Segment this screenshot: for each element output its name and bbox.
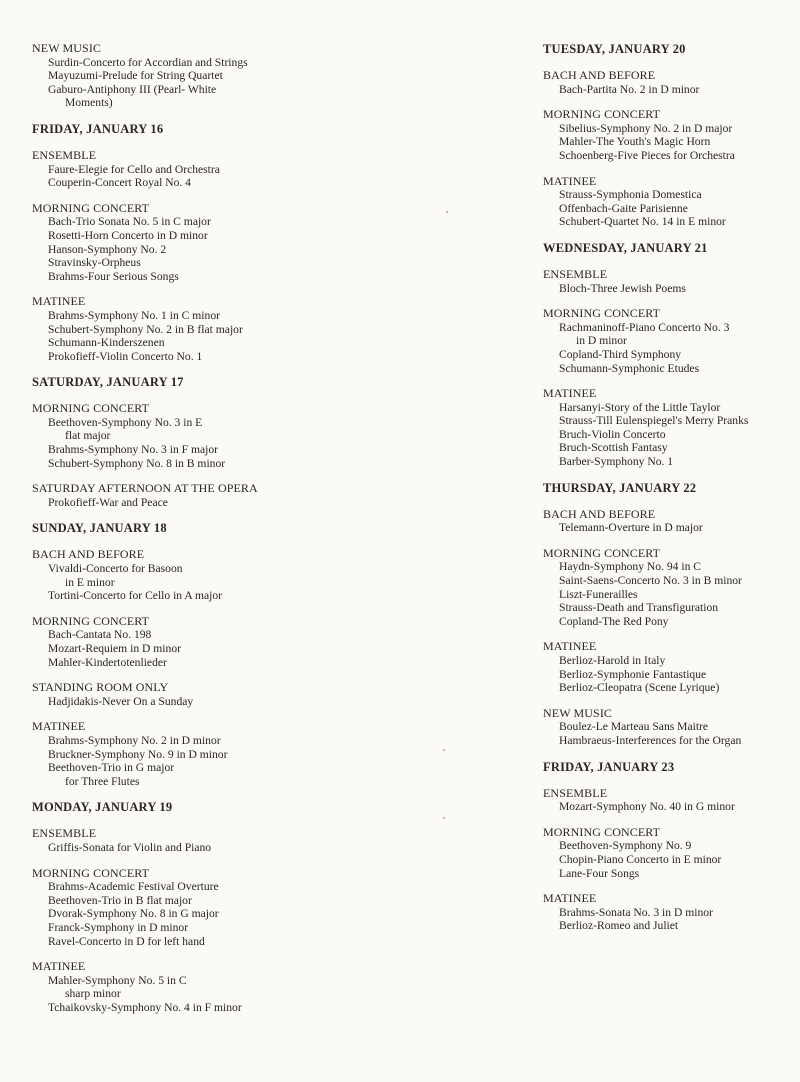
section-title: MATINEE xyxy=(543,891,597,906)
program-item: Prokofieff-Violin Concerto No. 1 xyxy=(48,349,203,363)
program-item: Berlioz-Harold in Italy xyxy=(559,654,666,667)
section-title: MATINEE xyxy=(32,294,86,309)
section-title: MORNING CONCERT xyxy=(32,865,150,880)
program-item: Bach-Cantata No. 198 xyxy=(48,628,152,642)
program-item: Copland-Third Symphony xyxy=(559,347,682,361)
program-section xyxy=(543,108,793,162)
program-item: Schumann-Kinderszenen xyxy=(48,336,165,350)
right-column xyxy=(543,42,793,933)
spacer xyxy=(543,229,793,241)
program-item: Faure-Elegie for Cello and Orchestra xyxy=(48,162,220,176)
program-item: Beethoven-Symphony No. 9 xyxy=(559,839,692,853)
day-heading: SATURDAY, JANUARY 17 xyxy=(32,375,184,390)
program-item: Beethoven-Trio in G major xyxy=(48,761,175,775)
program-item: Saint-Saens-Concerto No. 3 in B minor xyxy=(559,574,742,588)
program-item: Chopin-Piano Concerto in E minor xyxy=(559,852,722,866)
program-item: Telemann-Overture in D major xyxy=(559,521,703,535)
program-item: Hambraeus-Interferences for the Organ xyxy=(559,733,742,747)
program-item: Gaburo-Antiphony III (Pearl- White xyxy=(48,82,217,96)
section-title: BACH AND BEFORE xyxy=(543,506,656,521)
section-title: MORNING CONCERT xyxy=(543,545,661,560)
spacer xyxy=(32,363,372,375)
program-item: Mozart-Symphony No. 40 in G minor xyxy=(559,800,735,814)
program-item-continuation: in D minor xyxy=(576,334,627,348)
program-item: Berlioz-Cleopatra (Scene Lyrique) xyxy=(559,681,720,695)
program-item: Strauss-Symphonia Domestica xyxy=(559,188,702,202)
program-item: Schoenberg-Five Pieces for Orchestra xyxy=(559,148,735,162)
program-item: Stravinsky-Orpheus xyxy=(48,256,141,270)
program-item: Bruch-Scottish Fantasy xyxy=(559,441,668,455)
spacer xyxy=(32,788,372,800)
day-heading: FRIDAY, JANUARY 23 xyxy=(543,759,675,774)
program-item: Brahms-Symphony No. 3 in F major xyxy=(48,443,219,457)
spacer xyxy=(32,603,372,615)
section-title: MORNING CONCERT xyxy=(32,613,150,628)
paper-speck xyxy=(443,749,445,751)
section-title: ENSEMBLE xyxy=(543,785,608,800)
spacer xyxy=(543,255,793,268)
program-item: Beethoven-Trio in B flat major xyxy=(48,893,192,907)
program-item: Liszt-Funerailles xyxy=(559,587,638,601)
program-section xyxy=(32,295,372,363)
program-item: Schubert-Symphony No. 8 in B minor xyxy=(48,456,226,470)
spacer xyxy=(543,814,793,826)
program-section xyxy=(543,640,793,694)
program-section xyxy=(543,69,793,96)
program-section xyxy=(543,826,793,880)
program-item: Rosetti-Horn Concerto in D minor xyxy=(48,228,208,242)
program-item: Schubert-Quartet No. 14 in E minor xyxy=(559,215,726,229)
section-title: NEW MUSIC xyxy=(543,705,613,720)
section-title: ENSEMBLE xyxy=(543,266,608,281)
program-item: Mahler-Kindertotenlieder xyxy=(48,655,167,669)
spacer xyxy=(32,509,372,521)
day-heading: MONDAY, JANUARY 19 xyxy=(32,800,173,815)
program-section xyxy=(32,402,372,470)
program-item: Brahms-Symphony No. 1 in C minor xyxy=(48,308,220,322)
program-item: Tortini-Concerto for Cello in A major xyxy=(48,589,223,603)
section-title: MATINEE xyxy=(543,639,597,654)
program-section xyxy=(543,387,793,469)
program-item: Prokofieff-War and Peace xyxy=(48,495,168,509)
program-section xyxy=(32,867,372,949)
paper-speck xyxy=(443,817,445,819)
spacer xyxy=(543,695,793,707)
program-item-continuation: sharp minor xyxy=(65,987,121,1001)
section-title: MATINEE xyxy=(543,173,597,188)
program-item: Offenbach-Gaite Parisienne xyxy=(559,201,688,215)
program-item: Couperin-Concert Royal No. 4 xyxy=(48,176,191,190)
section-title: MATINEE xyxy=(543,386,597,401)
program-item: Schubert-Symphony No. 2 in B flat major xyxy=(48,322,243,336)
section-title: MORNING CONCERT xyxy=(543,306,661,321)
program-item: Hadjidakis-Never On a Sunday xyxy=(48,694,194,708)
program-section xyxy=(543,787,793,814)
program-section xyxy=(32,42,372,110)
left-column xyxy=(32,42,372,1014)
program-item-continuation: in E minor xyxy=(65,575,115,589)
section-title: BACH AND BEFORE xyxy=(543,68,656,82)
program-section xyxy=(32,149,372,190)
program-item: Griffis-Sonata for Violin and Piano xyxy=(48,840,212,854)
program-item: Surdin-Concerto for Accordian and Strings xyxy=(48,55,248,69)
program-item: Haydn-Symphony No. 94 in C xyxy=(559,560,702,574)
program-section xyxy=(32,202,372,284)
program-item: Strauss-Death and Transfiguration xyxy=(559,601,719,615)
day-heading: SUNDAY, JANUARY 18 xyxy=(32,521,167,536)
program-item: Beethoven-Symphony No. 3 in E xyxy=(48,415,203,429)
program-item: Harsanyi-Story of the Little Taylor xyxy=(559,400,721,414)
spacer xyxy=(543,163,793,175)
program-item: Hanson-Symphony No. 2 xyxy=(48,242,167,256)
program-item: Ravel-Concerto in D for left hand xyxy=(48,934,205,948)
program-item: Sibelius-Symphony No. 2 in D major xyxy=(559,121,733,135)
program-item-continuation: for Three Flutes xyxy=(65,774,140,788)
program-item: Berlioz-Symphonie Fantastique xyxy=(559,667,707,681)
program-item: Copland-The Red Pony xyxy=(559,614,669,628)
program-section xyxy=(543,892,793,933)
section-title: ENSEMBLE xyxy=(32,826,97,841)
program-section xyxy=(543,268,793,295)
day-heading: TUESDAY, JANUARY 20 xyxy=(543,42,686,56)
program-item: Schumann-Symphonic Etudes xyxy=(559,361,700,375)
spacer xyxy=(543,774,793,787)
section-title: NEW MUSIC xyxy=(32,41,102,55)
program-item: Mahler-Symphony No. 5 in C xyxy=(48,973,187,987)
program-item: Bruch-Violin Concerto xyxy=(559,427,666,441)
section-title: MORNING CONCERT xyxy=(32,200,150,215)
paper-speck xyxy=(446,211,448,213)
program-section xyxy=(543,547,793,629)
section-title: BACH AND BEFORE xyxy=(32,547,145,562)
program-section xyxy=(32,681,372,708)
section-title: MORNING CONCERT xyxy=(32,401,150,416)
program-item: Rachmaninoff-Piano Concerto No. 3 xyxy=(559,320,730,334)
program-item: Bruckner-Symphony No. 9 in D minor xyxy=(48,747,228,761)
program-item: Brahms-Four Serious Songs xyxy=(48,269,179,283)
spacer xyxy=(543,469,793,481)
program-section xyxy=(543,707,793,748)
program-item: Vivaldi-Concerto for Basoon xyxy=(48,562,183,576)
program-item: Strauss-Till Eulenspiegel's Merry Pranks xyxy=(559,414,749,428)
section-title: MATINEE xyxy=(32,719,86,734)
spacer xyxy=(543,495,793,508)
program-item: Bach-Partita No. 2 in D minor xyxy=(559,82,700,96)
section-title: ENSEMBLE xyxy=(32,147,97,162)
program-section xyxy=(32,720,372,788)
day-heading: THURSDAY, JANUARY 22 xyxy=(543,480,697,495)
day-heading: WEDNESDAY, JANUARY 21 xyxy=(543,240,708,255)
day-heading: FRIDAY, JANUARY 16 xyxy=(32,121,164,136)
program-item: Boulez-Le Marteau Sans Maitre xyxy=(559,720,709,734)
program-item: Bloch-Three Jewish Poems xyxy=(559,281,686,295)
section-title: MORNING CONCERT xyxy=(543,107,661,122)
program-section xyxy=(32,615,372,669)
program-item: Brahms-Sonata No. 3 in D minor xyxy=(559,905,713,919)
program-section xyxy=(32,482,372,509)
program-item: Franck-Symphony in D minor xyxy=(48,920,189,934)
program-item: Berlioz-Romeo and Juliet xyxy=(559,919,679,933)
program-item: Brahms-Symphony No. 2 in D minor xyxy=(48,733,221,747)
spacer xyxy=(32,190,372,202)
program-item: Mozart-Requiem in D minor xyxy=(48,642,181,655)
spacer xyxy=(543,748,793,760)
program-item-continuation: Moments) xyxy=(65,96,113,110)
program-section xyxy=(543,175,793,229)
section-title: MATINEE xyxy=(32,959,86,974)
program-item: Dvorak-Symphony No. 8 in G major xyxy=(48,907,219,921)
program-item: Barber-Symphony No. 1 xyxy=(559,455,674,469)
spacer xyxy=(32,110,372,122)
program-section xyxy=(543,307,793,375)
spacer xyxy=(32,855,372,867)
program-item: Bach-Trio Sonata No. 5 in C major xyxy=(48,215,211,229)
program-item: Brahms-Academic Festival Overture xyxy=(48,880,219,894)
section-title: MORNING CONCERT xyxy=(543,824,661,839)
section-title: SATURDAY AFTERNOON AT THE OPERA xyxy=(32,481,258,496)
program-item: Tchaikovsky-Symphony No. 4 in F minor xyxy=(48,1000,242,1014)
program-section xyxy=(32,960,372,1014)
section-title: STANDING ROOM ONLY xyxy=(32,680,169,695)
program-section xyxy=(543,508,793,535)
program-item: Mahler-The Youth's Magic Horn xyxy=(559,135,711,149)
program-section xyxy=(32,548,372,602)
program-section xyxy=(32,827,372,854)
program-item: Mayuzumi-Prelude for String Quartet xyxy=(48,69,223,83)
program-item: Lane-Four Songs xyxy=(559,866,640,880)
program-item-continuation: flat major xyxy=(65,429,111,443)
